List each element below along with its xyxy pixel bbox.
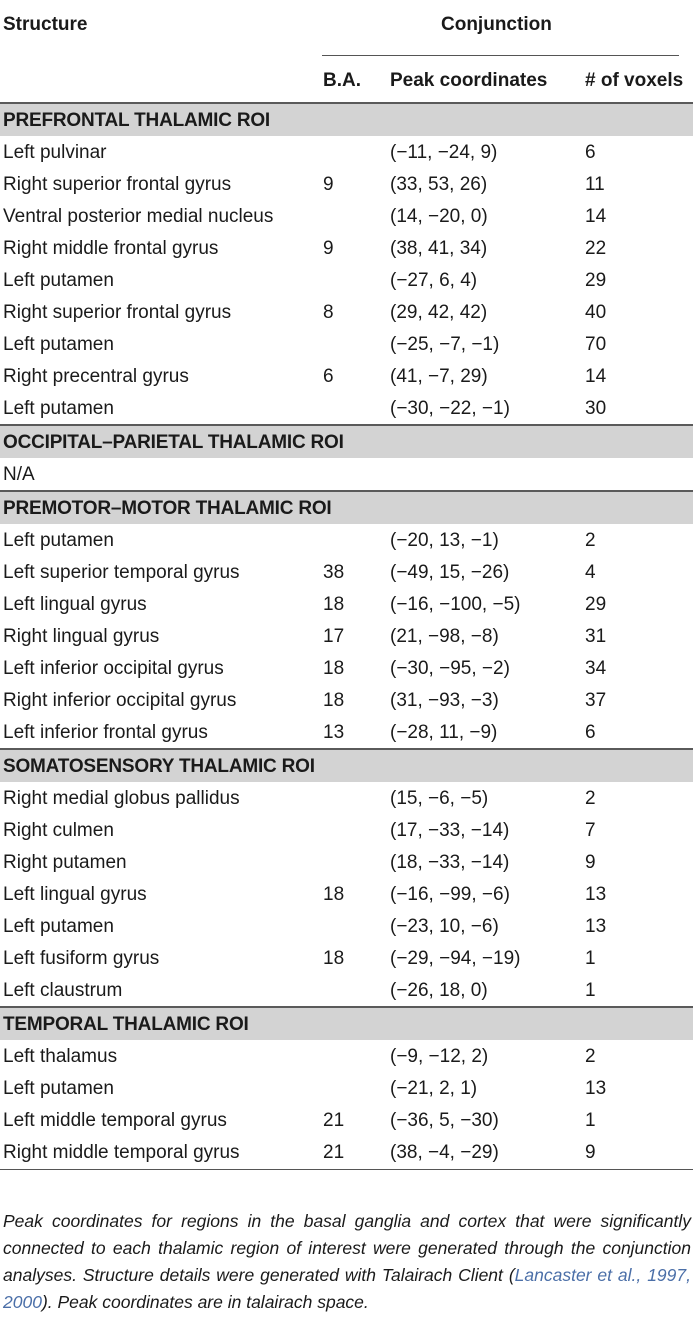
header-structure: Structure [3, 14, 88, 35]
structure-cell: Left putamen [3, 270, 114, 291]
structure-cell: Ventral posterior medial nucleus [3, 206, 274, 227]
structure-cell: Left fusiform gyrus [3, 948, 160, 969]
voxels-cell: 70 [585, 334, 607, 355]
section-title: PREFRONTAL THALAMIC ROI [3, 110, 271, 131]
table-row [0, 620, 693, 652]
voxels-cell: 40 [585, 302, 607, 323]
voxels-cell: 22 [585, 238, 607, 259]
voxels-cell: 29 [585, 594, 607, 615]
section-header [0, 1006, 693, 1040]
table-row [0, 200, 693, 232]
structure-cell: Left middle temporal gyrus [3, 1110, 227, 1131]
structure-cell: Left pulvinar [3, 142, 107, 163]
structure-cell: Left inferior occipital gyrus [3, 658, 224, 679]
table-bottom-rule [0, 1169, 693, 1170]
voxels-cell: 31 [585, 626, 607, 647]
ba-cell: 21 [323, 1142, 345, 1163]
peak-cell: (−16, −100, −5) [390, 594, 521, 615]
structure-cell: Left claustrum [3, 980, 123, 1001]
section-header [0, 490, 693, 524]
table-row [0, 716, 693, 748]
peak-cell: (15, −6, −5) [390, 788, 489, 809]
footnote-reference-link[interactable]: Lancaster et al., 1997, 2000 [3, 1265, 691, 1312]
ba-cell: 17 [323, 626, 345, 647]
ba-cell: 18 [323, 948, 345, 969]
voxels-cell: 30 [585, 398, 607, 419]
structure-cell: Right lingual gyrus [3, 626, 160, 647]
voxels-cell: 29 [585, 270, 607, 291]
table-row [0, 296, 693, 328]
structure-cell: Right putamen [3, 852, 127, 873]
table-row [0, 974, 693, 1006]
table-row [0, 942, 693, 974]
table-row [0, 846, 693, 878]
structure-cell: Right middle temporal gyrus [3, 1142, 240, 1163]
table-row [0, 782, 693, 814]
structure-cell: Left inferior frontal gyrus [3, 722, 208, 743]
voxels-cell: 13 [585, 916, 607, 937]
table-row [0, 878, 693, 910]
voxels-cell: 14 [585, 366, 607, 387]
peak-cell: (17, −33, −14) [390, 820, 510, 841]
ba-cell: 18 [323, 884, 345, 905]
structure-cell: Left superior temporal gyrus [3, 562, 240, 583]
structure-cell: Left putamen [3, 334, 114, 355]
voxels-cell: 1 [585, 948, 596, 969]
structure-cell: Left lingual gyrus [3, 884, 147, 905]
peak-cell: (14, −20, 0) [390, 206, 488, 227]
header-conjunction: Conjunction [441, 14, 552, 35]
peak-cell: (18, −33, −14) [390, 852, 510, 873]
peak-cell: (29, 42, 42) [390, 302, 488, 323]
table-row [0, 652, 693, 684]
section-title: OCCIPITAL–PARIETAL THALAMIC ROI [3, 432, 344, 453]
structure-cell: Right culmen [3, 820, 114, 841]
structure-cell: Right inferior occipital gyrus [3, 690, 237, 711]
ba-cell: 21 [323, 1110, 345, 1131]
ba-cell: 13 [323, 722, 345, 743]
structure-cell: Right superior frontal gyrus [3, 302, 232, 323]
section-title: PREMOTOR–MOTOR THALAMIC ROI [3, 498, 332, 519]
section-title: TEMPORAL THALAMIC ROI [3, 1014, 249, 1035]
structure-cell: Left lingual gyrus [3, 594, 147, 615]
structure-cell: N/A [3, 464, 35, 485]
table-row [0, 360, 693, 392]
voxels-cell: 6 [585, 142, 596, 163]
table-row [0, 328, 693, 360]
table-row [0, 1136, 693, 1168]
header-peak-coordinates: Peak coordinates [390, 70, 548, 91]
peak-cell: (−27, 6, 4) [390, 270, 478, 291]
ba-cell: 8 [323, 302, 334, 323]
table-row [0, 588, 693, 620]
structure-cell: Left putamen [3, 530, 114, 551]
peak-cell: (−29, −94, −19) [390, 948, 521, 969]
peak-cell: (−30, −95, −2) [390, 658, 510, 679]
peak-cell: (−25, −7, −1) [390, 334, 500, 355]
table-row [0, 168, 693, 200]
ba-cell: 18 [323, 594, 345, 615]
peak-cell: (−49, 15, −26) [390, 562, 510, 583]
peak-cell: (38, 41, 34) [390, 238, 488, 259]
section-header [0, 102, 693, 136]
peak-cell: (−30, −22, −1) [390, 398, 510, 419]
voxels-cell: 9 [585, 1142, 596, 1163]
ba-cell: 18 [323, 658, 345, 679]
voxels-cell: 37 [585, 690, 607, 711]
structure-cell: Right middle frontal gyrus [3, 238, 219, 259]
voxels-cell: 34 [585, 658, 607, 679]
section-header [0, 748, 693, 782]
table-body [0, 102, 693, 1168]
structure-cell: Left putamen [3, 916, 114, 937]
voxels-cell: 1 [585, 980, 596, 1001]
peak-cell: (38, −4, −29) [390, 1142, 499, 1163]
peak-cell: (−20, 13, −1) [390, 530, 499, 551]
table-footnote [3, 1208, 691, 1316]
table-row [0, 264, 693, 296]
header-divider [322, 55, 679, 56]
structure-cell: Right precentral gyrus [3, 366, 189, 387]
peak-cell: (33, 53, 26) [390, 174, 488, 195]
structure-cell: Left putamen [3, 398, 114, 419]
table-row [0, 524, 693, 556]
footnote-text: Peak coordinates for regions in the basal ganglia and cortex that were significantly connected to each thalamic region of interest were generated through the conjunction analyses. Structure details were generated with Talairach Client ( [3, 1211, 691, 1285]
voxels-cell: 6 [585, 722, 596, 743]
table-row [0, 136, 693, 168]
table-row [0, 910, 693, 942]
peak-cell: (−23, 10, −6) [390, 916, 499, 937]
section-title: SOMATOSENSORY THALAMIC ROI [3, 756, 315, 777]
voxels-cell: 14 [585, 206, 607, 227]
peak-cell: (−26, 18, 0) [390, 980, 488, 1001]
ba-cell: 9 [323, 238, 334, 259]
table-header [0, 0, 693, 102]
table-row [0, 1104, 693, 1136]
table-row [0, 556, 693, 588]
header-ba: B.A. [323, 70, 361, 91]
voxels-cell: 11 [585, 174, 605, 195]
peak-cell: (21, −98, −8) [390, 626, 499, 647]
table-row [0, 684, 693, 716]
structure-cell: Right superior frontal gyrus [3, 174, 232, 195]
structure-cell: Right medial globus pallidus [3, 788, 240, 809]
ba-cell: 38 [323, 562, 345, 583]
section-header [0, 424, 693, 458]
structure-cell: Left putamen [3, 1078, 114, 1099]
table-row [0, 232, 693, 264]
peak-cell: (−11, −24, 9) [390, 142, 498, 163]
ba-cell: 6 [323, 366, 334, 387]
table-row [0, 1072, 693, 1104]
table-row [0, 814, 693, 846]
peak-cell: (31, −93, −3) [390, 690, 499, 711]
voxels-cell: 2 [585, 788, 596, 809]
peak-cell: (−21, 2, 1) [390, 1078, 478, 1099]
voxels-cell: 7 [585, 820, 596, 841]
peak-cell: (−36, 5, −30) [390, 1110, 499, 1131]
voxels-cell: 2 [585, 1046, 596, 1067]
footnote-text-end: ). Peak coordinates are in talairach space. [41, 1292, 369, 1312]
table-row [0, 458, 693, 490]
voxels-cell: 4 [585, 562, 596, 583]
peak-cell: (−28, 11, −9) [390, 722, 498, 743]
structure-cell: Left thalamus [3, 1046, 118, 1067]
table-row [0, 1040, 693, 1072]
peak-cell: (−16, −99, −6) [390, 884, 510, 905]
header-voxels: # of voxels [585, 70, 684, 91]
peak-cell: (−9, −12, 2) [390, 1046, 489, 1067]
voxels-cell: 13 [585, 884, 607, 905]
voxels-cell: 2 [585, 530, 596, 551]
voxels-cell: 9 [585, 852, 596, 873]
peak-cell: (41, −7, 29) [390, 366, 488, 387]
ba-cell: 18 [323, 690, 345, 711]
ba-cell: 9 [323, 174, 334, 195]
table-row [0, 392, 693, 424]
voxels-cell: 1 [585, 1110, 596, 1131]
voxels-cell: 13 [585, 1078, 607, 1099]
